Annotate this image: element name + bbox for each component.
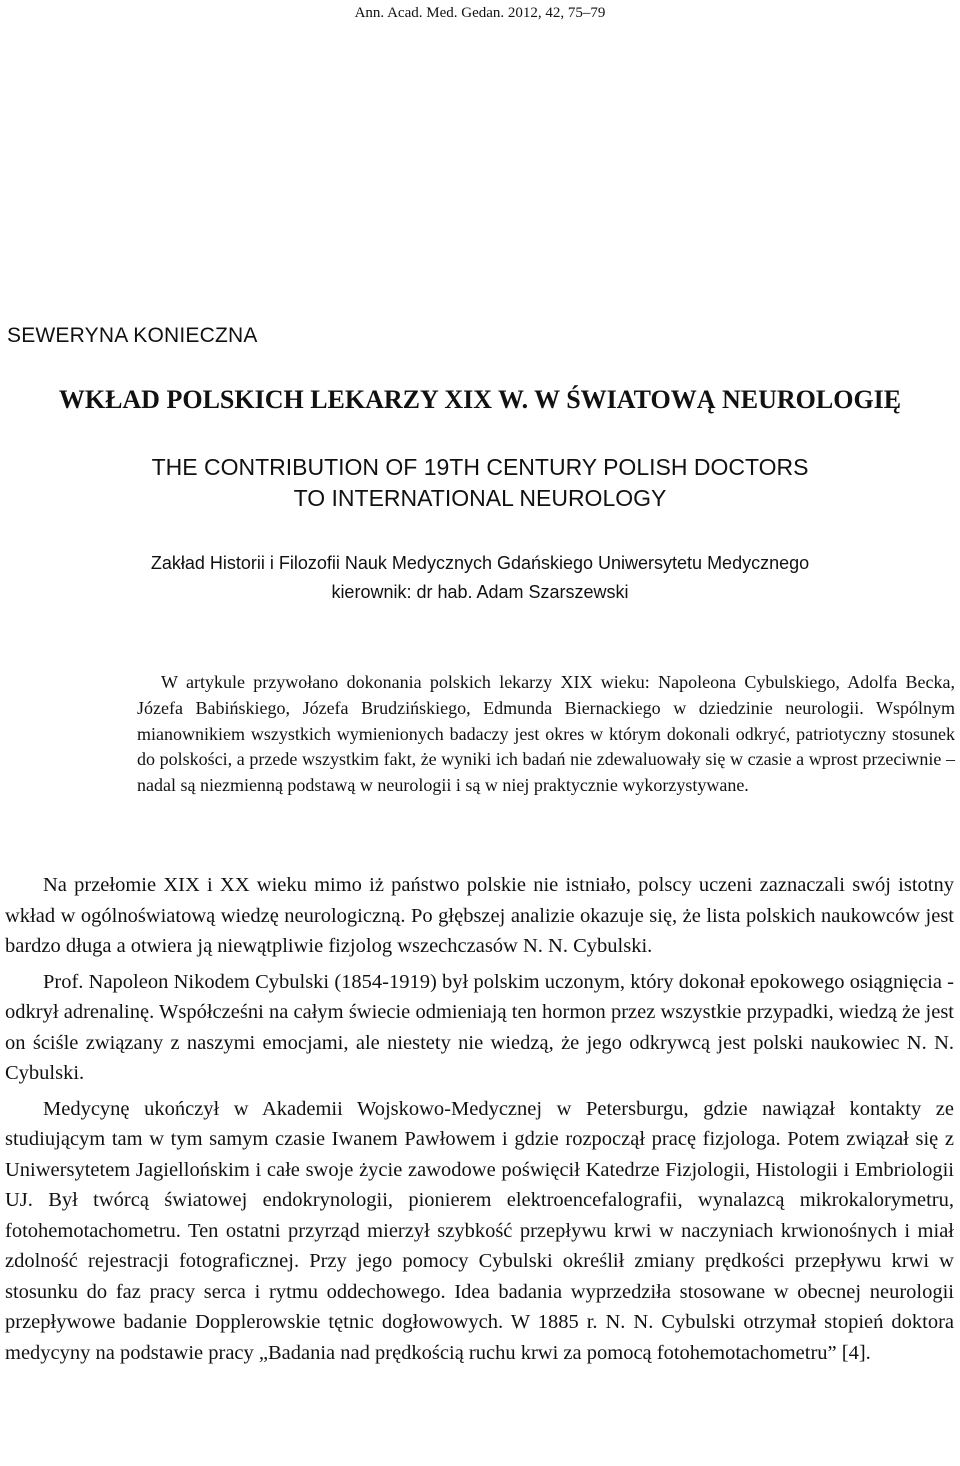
body-text <box>5 870 954 1368</box>
title-english <box>0 452 960 514</box>
title-english-line-2: TO INTERNATIONAL NEUROLOGY <box>293 485 667 511</box>
affiliation-institution: Zakład Historii i Filozofii Nauk Medycznych Gdańskiego Uniwersytetu Medycznego <box>150 553 810 573</box>
title-polish: WKŁAD POLSKICH LEKARZY XIX W. W ŚWIATOWĄ NEUROLOGIĘ <box>58 385 902 414</box>
affiliation <box>0 549 960 607</box>
abstract: W artykule przywołano dokonania polskich lekarzy XIX wieku: Napoleona Cybulskiego, Adolfa Becka, Józefa Babińskiego, Józefa Brudzińskiego, Edmunda Biernackiego w dziedzinie neurologii. Wspólnym mianownikiem wszystkich wymienionych badaczy jest okres w którym dokonali odkryć, patriotyczny stosunek do polskości, a przede wszystkim fakt, że wyniki ich badań nie zdewaluowały się w czasie a wprost przeciwnie – nadal są niezmienną podstawą w neurologii i są w niej praktycznie wykorzystywane. <box>137 672 955 796</box>
body-paragraph: Na przełomie XIX i XX wieku mimo iż państwo polskie nie istniało, polscy uczeni zaznaczali swój istotny wkład w ogólnoświatową wiedzę neurologiczną. Po głębszej analizie okazuje się, że lista polskich naukowców jest bardzo długa a otwiera ją niewątpliwie fizjolog wszechczasów N. N. Cybulski. <box>5 874 954 957</box>
body-paragraph: Prof. Napoleon Nikodem Cybulski (1854-1919) był polskim uczonym, który dokonał epokowego osiągnięcia - odkrył adrenalinę. Współcześni na całym świecie odmieniają ten hormon przez wszystkie przypadki, wiedzą że jest on ściśle związany z naszymi emocjami, ale niestety nie wiedzą, że jego odkrywcą jest polski naukowiec N. N. Cybulski. <box>5 970 954 1084</box>
author-name: SEWERYNA KONIECZNA <box>7 324 258 347</box>
journal-citation: Ann. Acad. Med. Gedan. 2012, 42, 75–79 <box>354 5 606 21</box>
affiliation-head: kierownik: dr hab. Adam Szarszewski <box>331 582 629 602</box>
title-english-line-1: THE CONTRIBUTION OF 19TH CENTURY POLISH DOCTORS <box>151 454 809 480</box>
body-paragraph: Medycynę ukończył w Akademii Wojskowo-Medycznej w Petersburgu, gdzie nawiązał kontakty ze studiującym tam w tym samym czasie Iwanem Pawłowem i gdzie rozpoczął pracę fizjologa. Potem związał się z Uniwersytetem Jagiellońskim i całe swoje życie zawodowe poświęcił Katedrze Fizjologii, Histologii i Embriologii UJ. Był twórcą światowej endokrynologii, pionierem elektroencefalografii, wynalazcą mikrokalorymetru, fotohemotachometru. Ten ostatni przyrząd mierzył szybkość przepływu krwi w naczyniach krwionośnych i miał zdolność rejestracji fotograficznej. Przy jego pomocy Cybulski określił zmiany prędkości przepływu krwi w stosunku do faz pracy serca i rytmu oddechowego. Idea badania wyprzedziła stosowane w obecnej neurologii przepływowe badanie Dopplerowskie tętnic dogłowowych. W 1885 r. N. N. Cybulski otrzymał stopień doktora medycyny na podstawie pracy „Badania nad prędkością ruchu krwi za pomocą fotohemotachometru” [4]. <box>5 1097 954 1364</box>
